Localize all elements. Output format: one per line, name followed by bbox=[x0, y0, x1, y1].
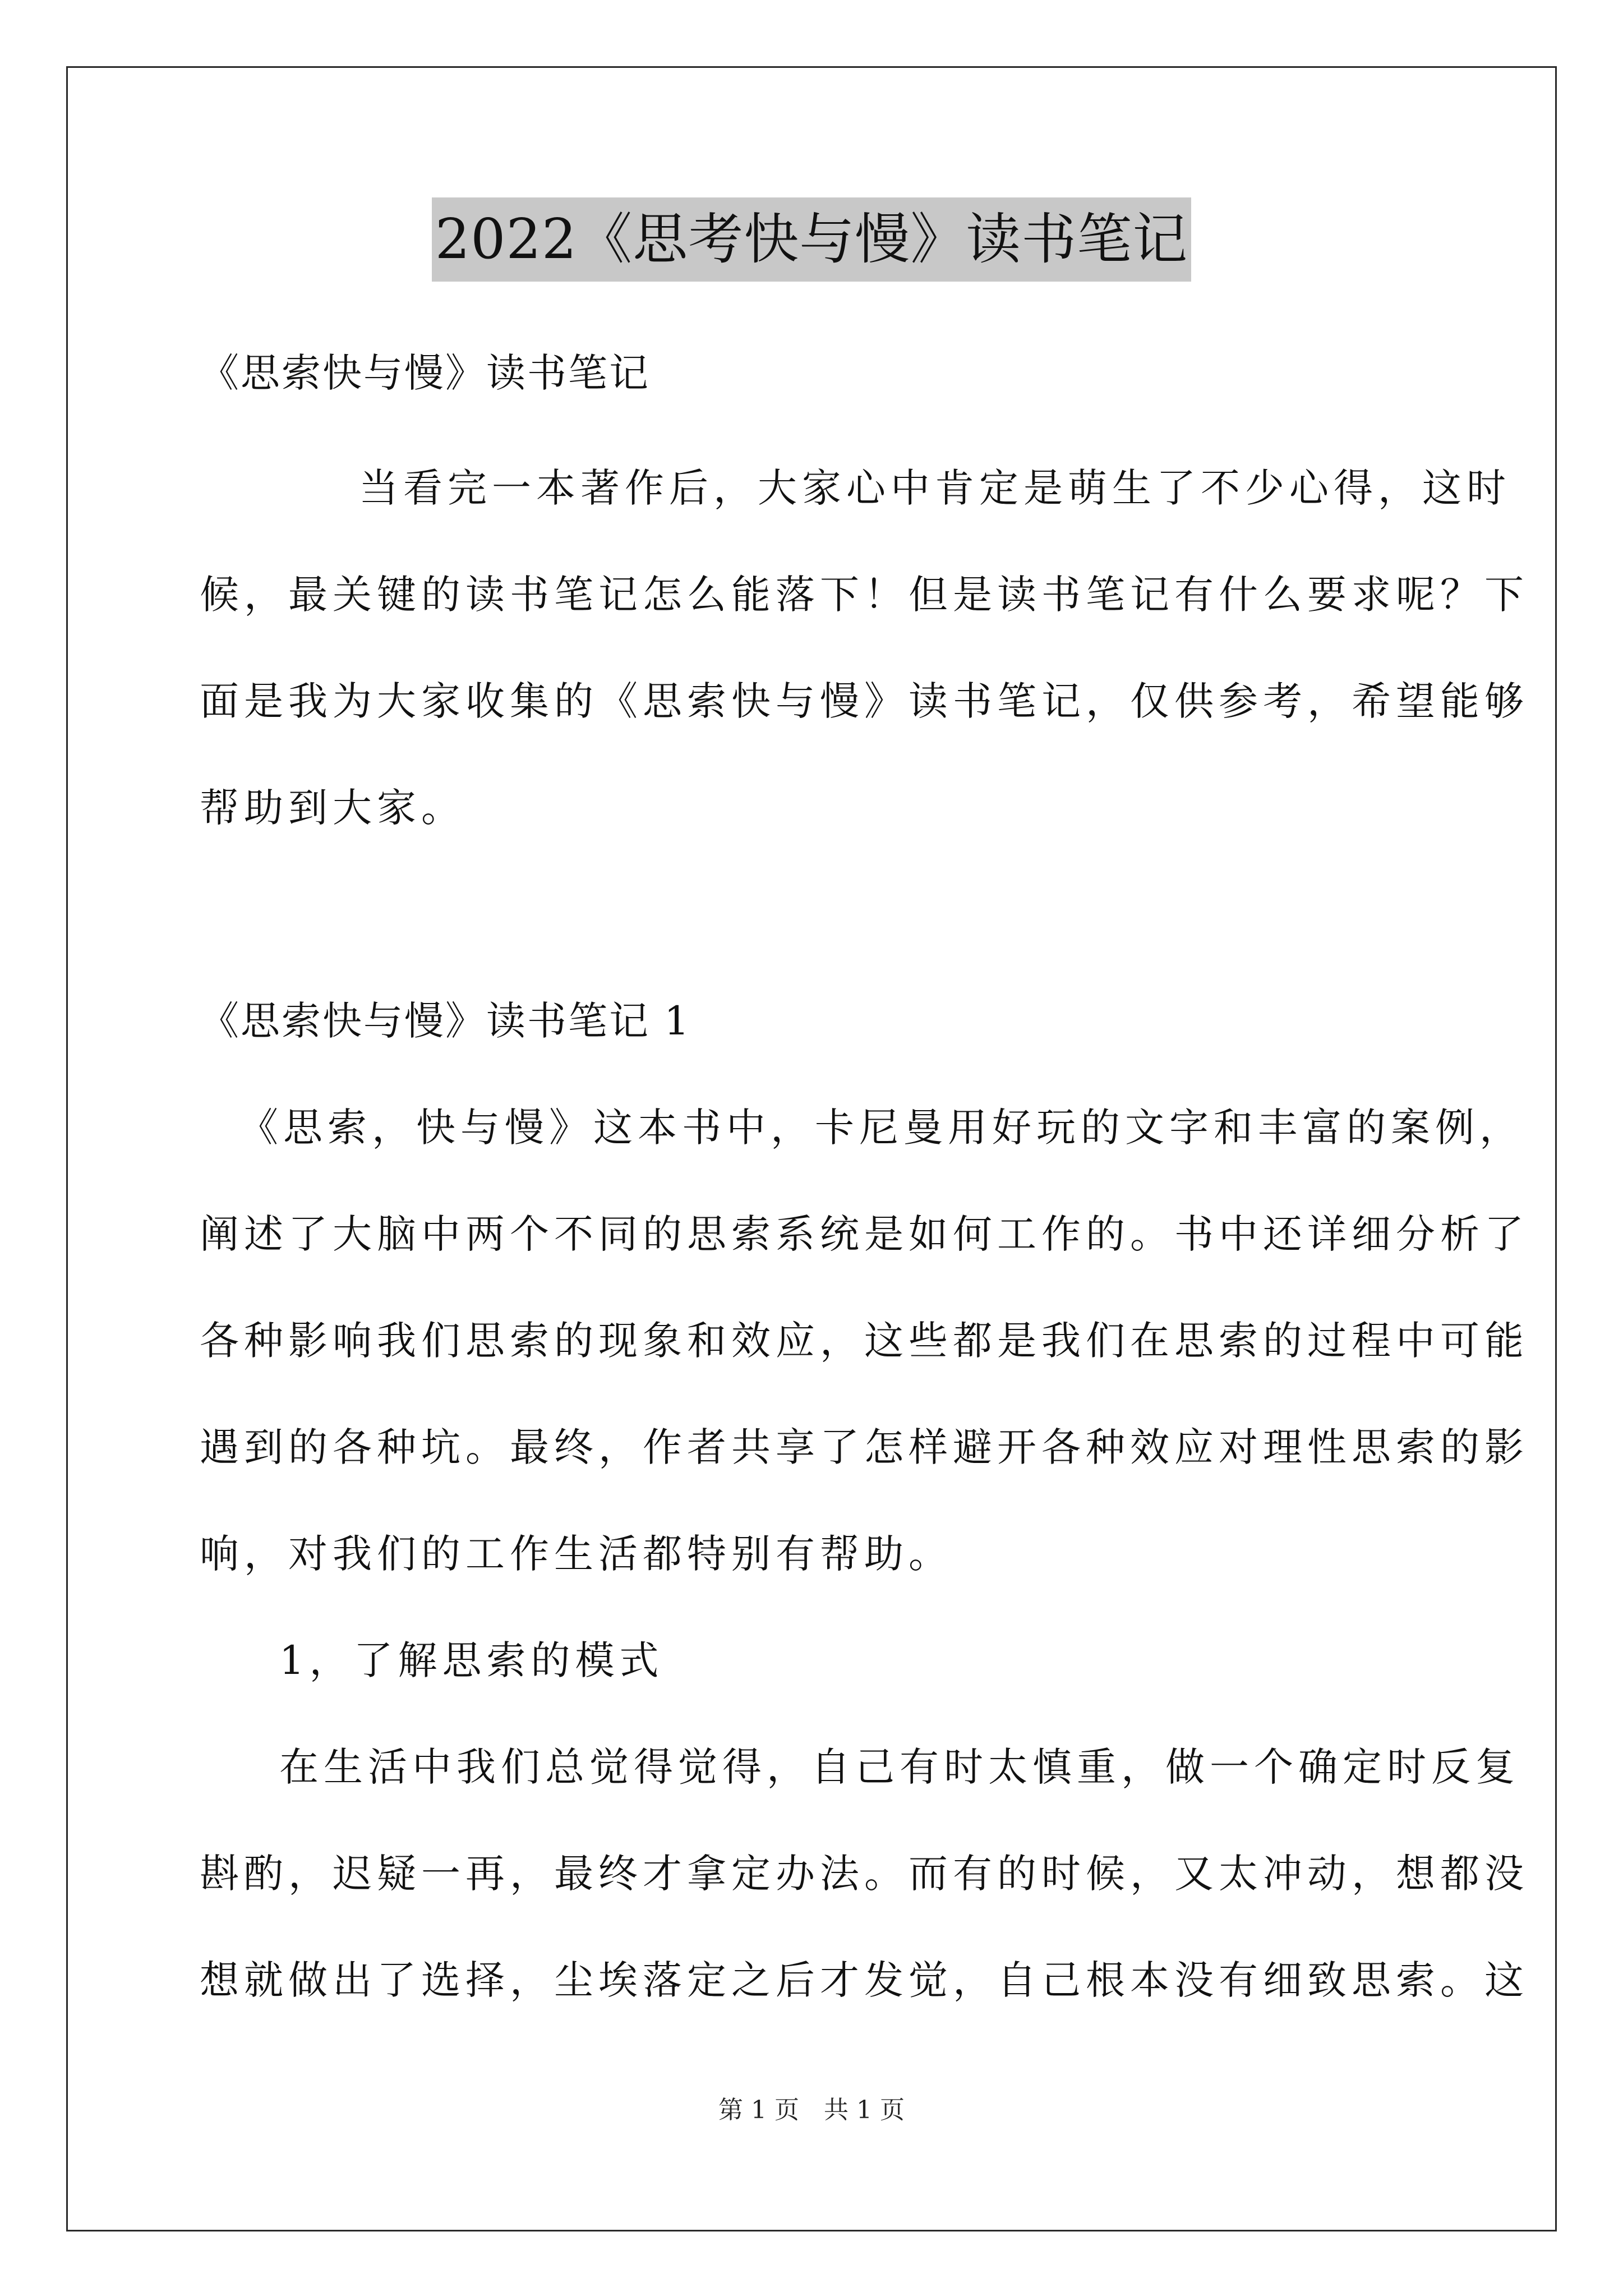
section-paragraph-line: 阐述了大脑中两个不同的思索系统是如何工作的。书中还详细分析了 bbox=[200, 1211, 1529, 1257]
point-paragraph-line: 想就做出了选择，尘埃落定之后才发觉，自己根本没有细致思索。这 bbox=[200, 1957, 1529, 2003]
section-paragraph-line: 《思索，快与慢》这本书中，卡尼曼用好玩的文字和丰富的案例， bbox=[239, 1105, 1524, 1151]
intro-paragraph-line: 面是我为大家收集的《思索快与慢》读书笔记，仅供参考，希望能够 bbox=[200, 678, 1529, 724]
section-paragraph-line: 遇到的各种坑。最终，作者共享了怎样避开各种效应对理性思索的影 bbox=[200, 1424, 1529, 1470]
title-container bbox=[0, 197, 1623, 282]
section-paragraph-line: 响，对我们的工作生活都特别有帮助。 bbox=[200, 1531, 953, 1577]
intro-paragraph-line: 当看完一本著作后，大家心中肯定是萌生了不少心得，这时 bbox=[359, 465, 1511, 511]
intro-heading: 《思索快与慢》读书笔记 bbox=[200, 350, 650, 396]
page-number-footer: 第 1 页 共 1 页 bbox=[718, 2096, 905, 2124]
section-paragraph-line: 各种影响我们思索的现象和效应，这些都是我们在思索的过程中可能 bbox=[200, 1318, 1529, 1364]
intro-paragraph-line: 候，最关键的读书笔记怎么能落下！但是读书笔记有什么要求呢？下 bbox=[200, 572, 1529, 618]
point-paragraph-line: 在生活中我们总觉得觉得，自己有时太慎重，做一个确定时反复 bbox=[279, 1744, 1520, 1790]
intro-paragraph-line: 帮助到大家。 bbox=[200, 785, 465, 831]
document-title: 2022《思考快与慢》读书笔记 bbox=[432, 197, 1191, 282]
point-paragraph-line: 斟酌，迟疑一再，最终才拿定办法。而有的时候，又太冲动，想都没 bbox=[200, 1851, 1529, 1897]
point-heading: 1，了解思索的模式 bbox=[279, 1637, 664, 1683]
section-heading: 《思索快与慢》读书笔记 1 bbox=[200, 998, 691, 1044]
